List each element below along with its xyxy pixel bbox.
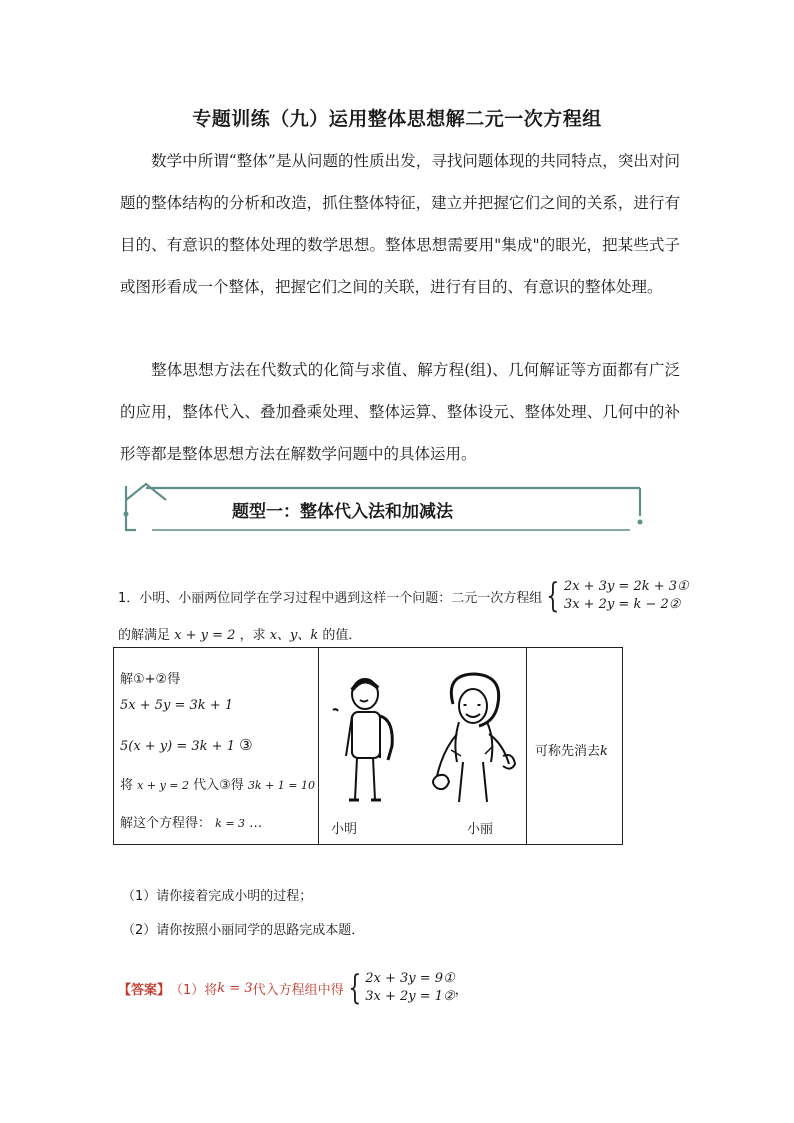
answer-tag: 【答案】 [118,982,171,998]
work-line-5 [120,812,262,831]
hint-var: k [600,744,608,759]
cond-mid: ，求 [239,628,266,643]
page-title: 专题训练（九）运用整体思想解二元一次方程组 [192,108,602,130]
cond-vars: x、y、k [269,628,319,643]
intro-paragraph-2 [120,349,680,475]
problem-condition [118,624,361,643]
answer-equation-1: 2x + 3y = 9① [365,971,455,986]
work-line-4-pre: 将 [120,778,134,793]
cond-equation: x + y = 2 [174,628,236,643]
answer-eq: k = 3 [217,980,253,996]
answer-line [118,970,468,1006]
answer-tail: ， [454,982,468,998]
solution-table [113,647,623,845]
cond-pre: 的解满足 [118,628,171,643]
brace-glyph: { [546,576,560,616]
work-line-4 [120,774,315,793]
work-line-3-mark: ③ [239,736,253,754]
cond-post: 的值． [322,628,362,643]
work-line-3-eq: 5(x + y) = 3k + 1 [120,739,235,754]
xiaoli-illustration [423,670,523,810]
xiaoli-hint-cell [527,648,623,845]
problem-statement [118,578,689,614]
answer-equation-2: 3x + 2y = 1② [365,989,455,1004]
xiaoming-label: 小明 [331,822,358,837]
xiaoming-work-cell [114,648,319,845]
equation-1: 2x + 3y = 2k + 3① [563,579,689,594]
section-title: 题型一：整体代入法和加减法 [232,502,453,522]
work-line-3 [120,736,253,754]
equation-system [564,578,689,614]
work-line-2: 5x + 5y = 3k + 1 [120,698,234,713]
hint-text [535,740,608,759]
hint-text-pre: 可称先消去 [535,744,601,759]
sub-question-1: （1）请你接着完成小明的过程； [122,889,313,904]
illustration-cell [319,648,527,845]
sub-question-2: （2）请你按照小丽同学的思路完成本题． [122,923,365,938]
work-line-4-mid: 代入③得 [193,778,244,793]
intro-paragraph-1 [120,140,680,308]
work-line-4-eq: x + y = 2 [137,779,189,792]
work-line-4-eq2: 3k + 1 = 10 [247,779,316,792]
answer-brace-glyph: { [347,968,361,1008]
work-line-5-pre: 解这个方程得： [120,816,212,831]
intro-p1-text: 数学中所谓“整体”是从问题的性质出发，寻找问题体现的共同特点，突出对问题的整体结构的分析和改造，抓住整体特征，建立并把握它们之间的关系，进行有目的、有意识的整体处理的数学思想。整体思想需要用"集成"的眼光，把某些式子或图形看成一个整体，把握它们之间的关联，进行有目的、有意识的整体处理。 [120,152,680,296]
answer-pre: （1）将 [170,982,218,998]
intro-p2-text: 整体思想方法在代数式的化简与求值、解方程(组)、几何解证等方面都有广泛的应用，整体代入、叠加叠乘处理、整体运算、整体设元、整体处理、几何中的补形等都是整体思想方法在解数学问题中的具体运用。 [120,361,680,463]
xiaoli-label: 小丽 [467,822,494,837]
problem-lead: 1．小明、小丽两位同学在学习过程中遇到这样一个问题：二元一次方程组 [118,590,543,606]
xiaoming-illustration [327,672,407,812]
work-line-5-eq: k = 3 [215,817,246,830]
work-line-1: 解①+②得 [120,672,181,687]
answer-post: 代入方程组中得 [252,982,344,998]
answer-system [365,970,454,1006]
equation-2: 3x + 2y = k − 2② [563,597,681,612]
work-line-5-post: … [249,816,263,831]
